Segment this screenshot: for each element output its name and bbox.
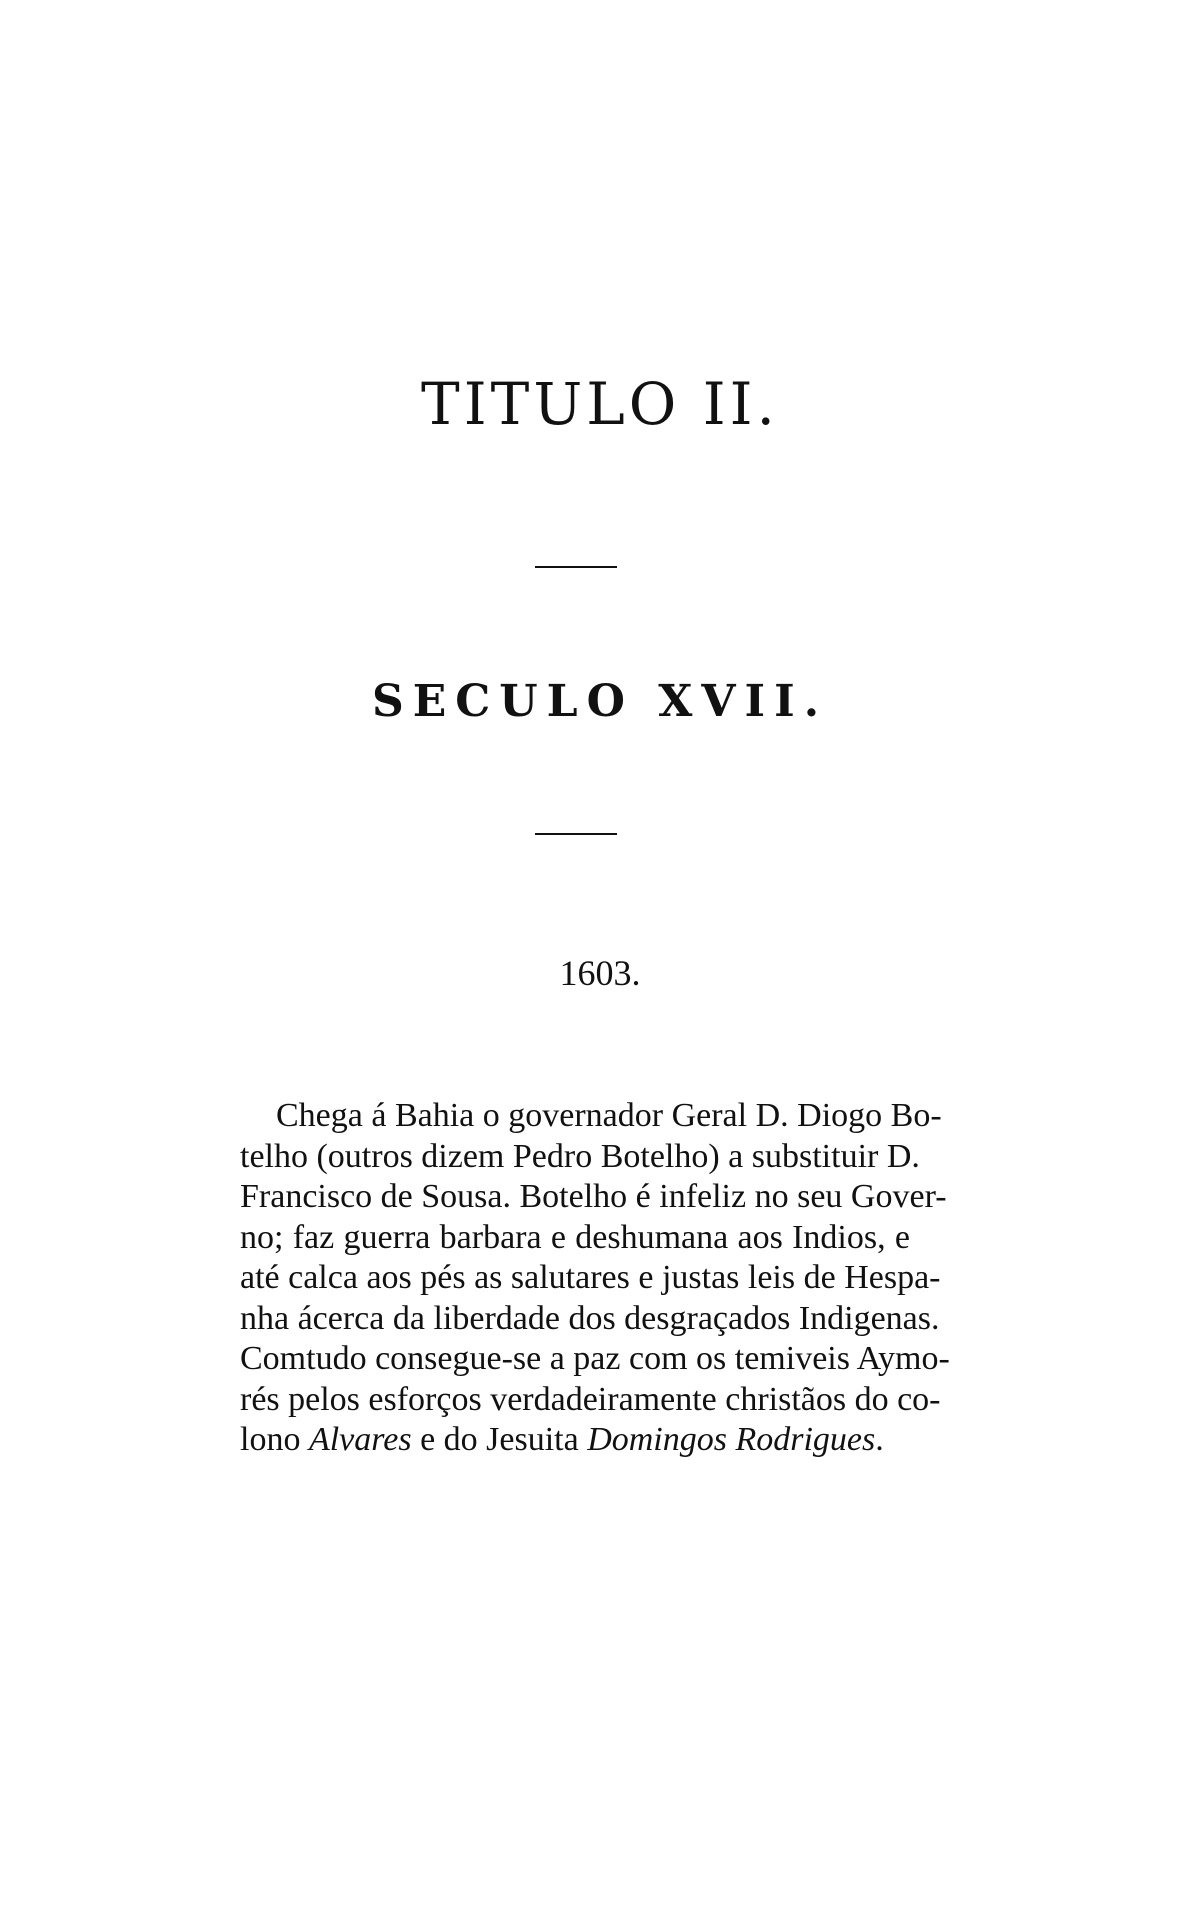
divider-rule — [535, 566, 617, 568]
line-text: e do Jesuita — [411, 1421, 588, 1458]
paragraph-line: telho (outros dizem Pedro Botelho) a substituir D. — [240, 1137, 920, 1175]
line-text: lono — [240, 1421, 309, 1458]
paragraph-line: no; faz guerra barbara e deshumana aos Indios, e — [240, 1218, 910, 1256]
paragraph-last-line — [240, 1420, 910, 1461]
person-name: Alvares — [308, 1421, 412, 1458]
paragraph-line: Comtudo consegue-se a paz com os temiveis Aymo- — [240, 1340, 950, 1377]
paragraph-line: Chega á Bahia o governador Geral D. Diogo Bo- — [276, 1097, 942, 1134]
paragraph-line: nha ácerca da liberdade dos desgraçados Indigenas. — [240, 1299, 940, 1337]
paragraph-line: até calca aos pés as salutares e justas leis de Hespa- — [240, 1259, 941, 1296]
person-name: Domingos Rodrigues — [587, 1421, 876, 1458]
body-paragraph — [240, 1096, 950, 1461]
year-heading: 1603. — [559, 953, 641, 993]
paragraph-line: rés pelos esforços verdadeiramente christãos do co- — [240, 1380, 941, 1418]
paragraph-line: Francisco de Sousa. Botelho é infeliz no seu Gover- — [240, 1178, 947, 1215]
century-heading: SECULO XVII. — [371, 676, 829, 727]
line-text: . — [875, 1421, 884, 1458]
title-heading: TITULO II. — [421, 370, 779, 438]
divider-rule — [535, 833, 617, 835]
